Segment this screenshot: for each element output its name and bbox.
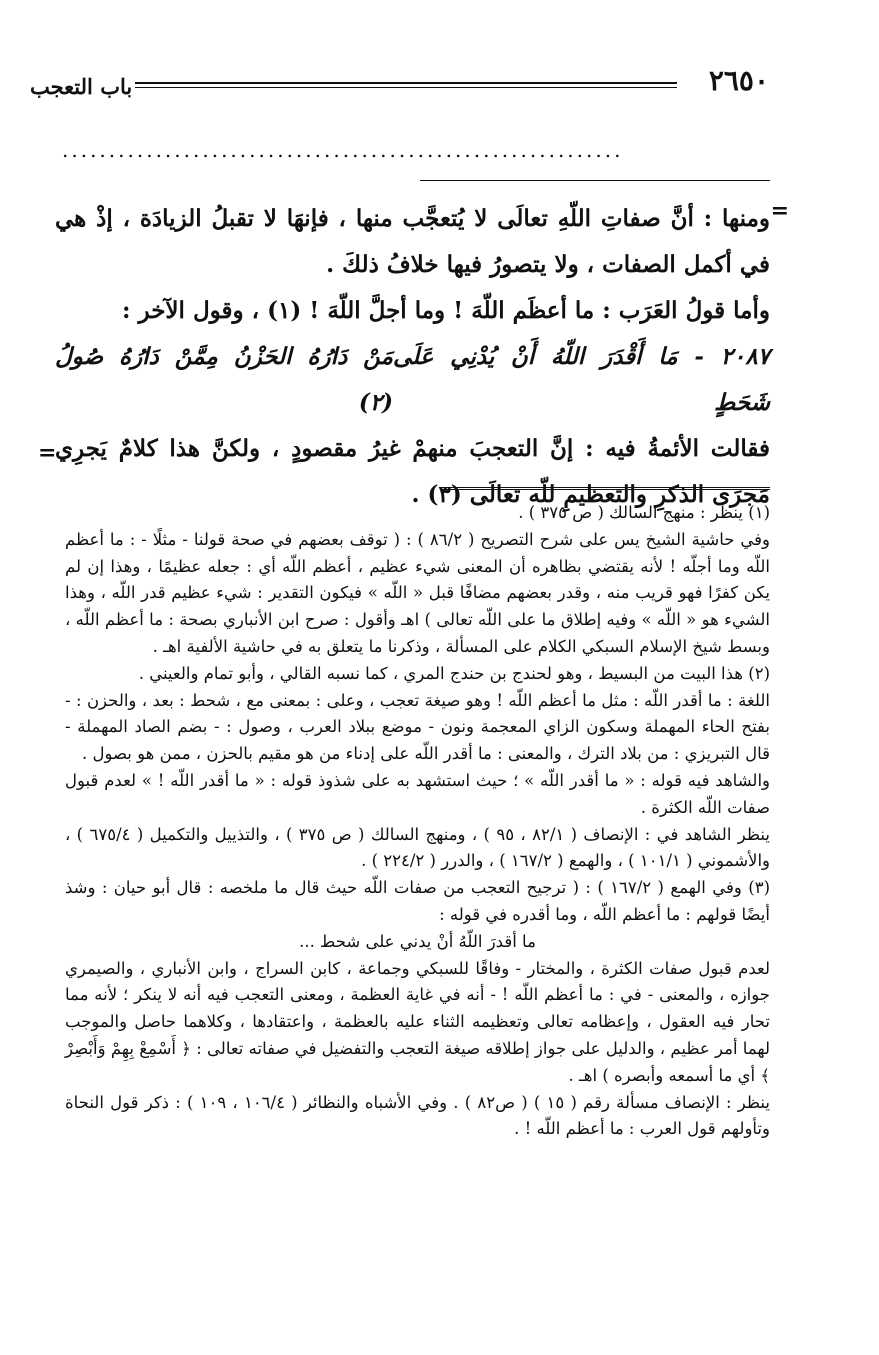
running-head [30,64,769,100]
paragraph-2: وأما قولُ العَرَب : ما أعظَم اللّهَ ! وما أجلَّ اللّهَ ! (١) ، وقول الآخر : [122,297,770,324]
main-text [55,196,770,518]
dotted-separator: ............................................................ [62,138,624,162]
verse-number: ٢٠٨٧ - [694,343,770,370]
footnote-2-intro: (٢) هذا البيت من البسيط ، وهو لحندج بن حندج المري ، كما نسبه القالي ، وأبو تمام والعيني . [138,663,770,683]
page-number: ٢٦٥٠ [708,64,769,97]
verse-first-text: مَا أَقْدَرَ اللّهُ أَنْ يُدْنِي عَلَى شَحَطٍ [392,343,770,416]
footnote-1-ref: (١) ينظر : منهج السالك ( ص ٣٧٥ ) . [518,503,770,522]
paragraph-1: ومنها : أنَّ صفاتِ اللّهِ تعالَى لا يُتعجَّب منها ، فإنهَا لا تقبلُ الزيادَة ، إذْ هي في أكمل الصفات ، ولا يتصورُ فيها خلافُ ذلكَ . [55,205,770,278]
footnotes [65,500,770,1143]
continuation-mark-top: = [770,198,789,224]
footnote-3-verse: ما أقدرَ اللّهُ أنْ يدني على شحط ... [299,931,536,951]
footnote-2-sources: ينظر الشاهد في : الإنصاف ( ٨٢/١ ، ٩٥ ) ، ومنهج السالك ( ص ٣٧٥ ) ، والتذييل والتكميل ( ٦٧٥/٤ ) ، والأشموني ( ١٠١/١ ) ، والهمع ( ١٦٧/٢ ) ، والدرر ( ٢٢٤/٢ ) . [65,824,770,871]
paragraph-3: فقالت الأئمةُ فيه : إنَّ التعجبَ منهمْ غيرُ مقصودٍ ، ولكنَّ هذا كلامٌ يَجرِي مَجرَى الذكرِ والتعظيمِ للّه تعالَى (٣) . [55,435,770,508]
section-rule [420,180,770,181]
verse-first-hemistich [393,334,770,426]
footnote-2-lexicon: اللغة : ما أقدر اللّه : مثل ما أعظم اللّه ! وهو صيغة تعجب ، وعلى : بمعنى مع ، شحط : بعد ، والحزن : - بفتح الحاء المهملة وسكون الزاي المعجمة ونون - موضع ببلاد العرب ، وصول : - بضم الصاد المهملة - قال التبريزي : من بلاد الترك ، والمعنى : ما أقدر اللّه على إدناء من هو مقيم بالحزن ، ممن هو بصول . [65,690,770,764]
footnote-3-intro: (٣) وفي الهمع ( ١٦٧/٢ ) : ( ترجيح التعجب من صفات اللّه حيث قال ما ملخصه : قال أبو حيان : وشذ أيضًا قولهم : ما أعظم اللّه ، وما أقدره في قوله : [65,878,770,924]
footnote-3-body: لعدم قبول صفات الكثرة ، والمختار - وفاقًا للسبكي وجماعة ، كابن السراج ، وابن الأنباري ، والصيمري جوازه ، والمعنى - في : ما أعظم اللّه ! - أنه في غاية العظمة ، ومعنى التعجب فيه أنه لا ينكر ؛ لأنه مما تحار فيه العقول ، وإعظامه تعالى وتعظيمه الثناء عليه بالعظمة ، واعتقادها ، وكلاهما حاصل والموجب لهما أمر عظيم ، والدليل على جواز إطلاقه صيغة التعجب والتفضيل في صفاته تعالى : ﴿ أَسْمِعْ بِهِمْ وَأَبْصِرْ ﴾ أي ما أسمعه وأبصره ) اهـ . [65,958,770,1085]
footnote-rule [440,487,770,493]
footnote-1-body: وفي حاشية الشيخ يس على شرح التصريح ( ٨٦/٢ ) : ( توقف بعضهم في صحة قولنا - مثلًا - : ما أعظم اللّه وما أجلّه ! لأنه يقتضي بظاهره أن المعنى شيء عظيم ، أعظم اللّه أي : جعله عظيمًا ، وهذا إن لم يكن كفرًا فهو قريب منه ، وقدر بعضهم مضافًا قبل « اللّه » فيكون التقدير : شيء عظيم قدر اللّه ، وهذا الشيء هو « اللّه » وفيه إطلاق ما على اللّه تعالى ) اهـ وأقول : صرح ابن الأنباري بصحة : ما أعظم اللّه ، وبسط شيخ الإسلام السبكي الكلام على المسألة ، وذكرنا ما يتعلق به في حاشية الألفية اهـ . [65,529,771,656]
continuation-mark-bottom: = [38,440,57,466]
verse-2087 [55,334,770,426]
header-rule [135,82,677,88]
verse-second-hemistich: مَنْ دَارُهُ الحَزْنُ مِمَّنْ دَارُهُ صُولُ (٢) [55,343,393,416]
footnote-3-sources: ينظر : الإنصاف مسألة رقم ( ١٥ ) ( ص٨٢ ) . وفي الأشباه والنظائر ( ١٠٦/٤ ، ١٠٩ ) : ذكر قول النحاة وتأولهم قول العرب : ما أعظم اللّه ! . [65,1092,771,1139]
footnote-2-witness: والشاهد فيه قوله : « ما أقدر اللّه » ؛ حيث استشهد به على شذوذ قوله : « ما أقدر اللّه ! » لعدم قبول صفات اللّه الكثرة . [65,770,770,817]
chapter-title: باب التعجب [30,74,133,99]
